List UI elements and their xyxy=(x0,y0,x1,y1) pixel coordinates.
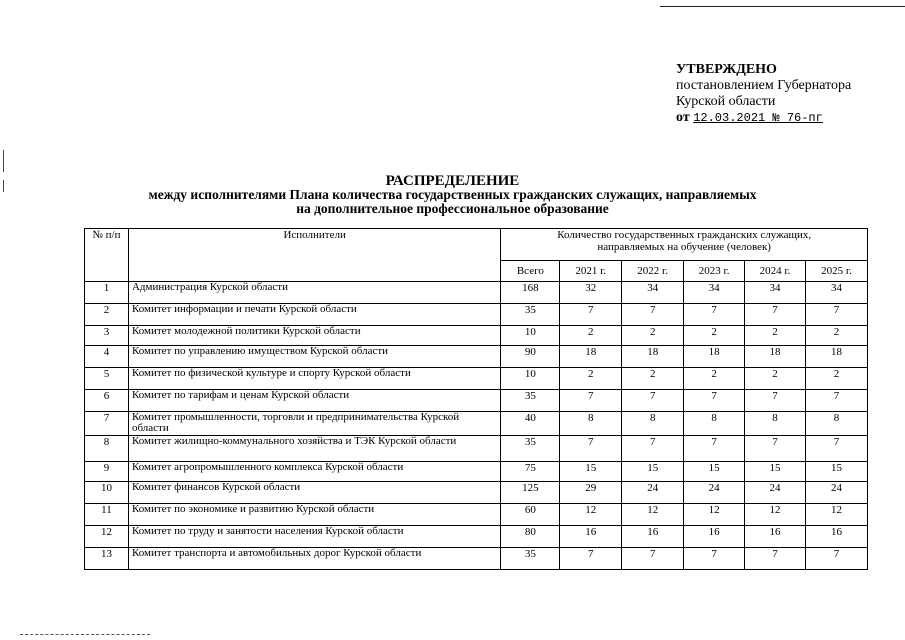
header-executors: Исполнители xyxy=(128,229,500,282)
executor-name: Комитет молодежной политики Курской области xyxy=(128,326,500,346)
count-cell: 40 xyxy=(501,412,560,436)
count-cell: 2 xyxy=(560,368,622,390)
approval-block xyxy=(676,62,851,126)
count-cell: 29 xyxy=(560,482,622,504)
count-cell: 24 xyxy=(745,482,806,504)
count-cell: 7 xyxy=(745,436,806,462)
table-row xyxy=(85,436,868,462)
count-cell: 7 xyxy=(745,548,806,570)
count-cell: 7 xyxy=(806,304,868,326)
row-number: 6 xyxy=(85,390,129,412)
count-cell: 12 xyxy=(622,504,684,526)
count-cell: 15 xyxy=(560,462,622,482)
table-row xyxy=(85,326,868,346)
executor-name: Администрация Курской области xyxy=(128,282,500,304)
count-cell: 2 xyxy=(745,368,806,390)
executor-name: Комитет жилищно-коммунального хозяйства и ТЭК Курской области xyxy=(128,436,500,462)
executor-name: Комитет транспорта и автомобильных дорог Курской области xyxy=(128,548,500,570)
table-row xyxy=(85,304,868,326)
executor-name: Комитет промышленности, торговли и предпринимательства Курской области xyxy=(128,412,500,436)
title-line2: между исполнителями Плана количества государственных гражданских служащих, направляемых xyxy=(148,187,757,202)
count-cell: 18 xyxy=(684,346,745,368)
approval-line1: постановлением Губернатора xyxy=(676,78,852,93)
table-row xyxy=(85,412,868,436)
count-cell: 34 xyxy=(806,282,868,304)
count-cell: 18 xyxy=(806,346,868,368)
count-cell: 32 xyxy=(560,282,622,304)
edge-mark xyxy=(3,150,4,172)
row-number: 9 xyxy=(85,462,129,482)
count-cell: 2 xyxy=(684,326,745,346)
approval-line2: Курской области xyxy=(676,94,776,109)
count-cell: 15 xyxy=(806,462,868,482)
count-cell: 75 xyxy=(501,462,560,482)
count-cell: 15 xyxy=(622,462,684,482)
bottom-rule xyxy=(20,634,150,636)
count-cell: 35 xyxy=(501,390,560,412)
table-row xyxy=(85,346,868,368)
count-cell: 2 xyxy=(806,368,868,390)
approval-heading: УТВЕРЖДЕНО xyxy=(676,62,777,77)
row-number: 12 xyxy=(85,526,129,548)
count-cell: 24 xyxy=(806,482,868,504)
count-cell: 15 xyxy=(745,462,806,482)
row-number: 2 xyxy=(85,304,129,326)
table-row xyxy=(85,504,868,526)
count-cell: 7 xyxy=(560,436,622,462)
count-cell: 7 xyxy=(684,304,745,326)
header-count: Количество государственных гражданских служащих, направляемых на обучение (человек) xyxy=(501,229,868,261)
top-rule xyxy=(660,6,905,7)
executor-name: Комитет агропромышленного комплекса Курской области xyxy=(128,462,500,482)
count-cell: 7 xyxy=(560,304,622,326)
count-cell: 2 xyxy=(806,326,868,346)
count-cell: 35 xyxy=(501,548,560,570)
count-cell: 35 xyxy=(501,304,560,326)
count-cell: 12 xyxy=(806,504,868,526)
executor-name: Комитет по экономике и развитию Курской области xyxy=(128,504,500,526)
title-line3: на дополнительное профессиональное образование xyxy=(296,201,609,216)
count-cell: 7 xyxy=(745,390,806,412)
executor-name: Комитет по труду и занятости населения Курской области xyxy=(128,526,500,548)
header-year: 2021 г. xyxy=(560,261,622,282)
table-row xyxy=(85,368,868,390)
count-cell: 12 xyxy=(684,504,745,526)
approval-from: от xyxy=(676,110,690,125)
count-cell: 16 xyxy=(560,526,622,548)
count-cell: 7 xyxy=(806,390,868,412)
count-cell: 15 xyxy=(684,462,745,482)
count-cell: 80 xyxy=(501,526,560,548)
approval-date-value: 12.03.2021 xyxy=(693,111,766,125)
count-cell: 24 xyxy=(684,482,745,504)
count-cell: 7 xyxy=(684,548,745,570)
count-cell: 34 xyxy=(622,282,684,304)
count-cell: 8 xyxy=(560,412,622,436)
title-main: РАСПРЕДЕЛЕНИЕ xyxy=(385,173,520,189)
count-cell: 10 xyxy=(501,368,560,390)
row-number: 3 xyxy=(85,326,129,346)
row-number: 7 xyxy=(85,412,129,436)
distribution-table xyxy=(84,228,868,570)
count-cell: 18 xyxy=(745,346,806,368)
row-number: 13 xyxy=(85,548,129,570)
count-cell: 7 xyxy=(622,390,684,412)
executor-name: Комитет информации и печати Курской области xyxy=(128,304,500,326)
count-cell: 16 xyxy=(684,526,745,548)
header-year: 2023 г. xyxy=(684,261,745,282)
count-cell: 7 xyxy=(806,436,868,462)
table-row xyxy=(85,282,868,304)
count-cell: 2 xyxy=(684,368,745,390)
count-cell: 16 xyxy=(622,526,684,548)
count-cell: 12 xyxy=(560,504,622,526)
approval-number: № 76-пг xyxy=(772,111,823,125)
count-cell: 60 xyxy=(501,504,560,526)
count-cell: 7 xyxy=(622,304,684,326)
count-cell: 7 xyxy=(622,548,684,570)
count-cell: 2 xyxy=(622,368,684,390)
header-year: 2024 г. xyxy=(745,261,806,282)
executor-name: Комитет финансов Курской области xyxy=(128,482,500,504)
count-cell: 2 xyxy=(745,326,806,346)
count-cell: 8 xyxy=(806,412,868,436)
count-cell: 90 xyxy=(501,346,560,368)
count-cell: 7 xyxy=(806,548,868,570)
row-number: 4 xyxy=(85,346,129,368)
executor-name: Комитет по управлению имуществом Курской области xyxy=(128,346,500,368)
count-cell: 12 xyxy=(745,504,806,526)
header-num: № п/п xyxy=(85,229,129,282)
count-cell: 8 xyxy=(622,412,684,436)
row-number: 5 xyxy=(85,368,129,390)
table-row xyxy=(85,526,868,548)
document-title xyxy=(0,174,905,216)
executor-name: Комитет по физической культуре и спорту Курской области xyxy=(128,368,500,390)
table-row xyxy=(85,548,868,570)
table-row xyxy=(85,462,868,482)
approval-date xyxy=(693,111,845,125)
count-cell: 35 xyxy=(501,436,560,462)
count-cell: 18 xyxy=(560,346,622,368)
count-cell: 125 xyxy=(501,482,560,504)
approval-date-line xyxy=(676,110,851,126)
header-year: Всего xyxy=(501,261,560,282)
row-number: 11 xyxy=(85,504,129,526)
count-cell: 7 xyxy=(622,436,684,462)
header-year: 2022 г. xyxy=(622,261,684,282)
count-cell: 7 xyxy=(684,436,745,462)
executor-name: Комитет по тарифам и ценам Курской области xyxy=(128,390,500,412)
count-cell: 2 xyxy=(622,326,684,346)
count-cell: 168 xyxy=(501,282,560,304)
count-cell: 34 xyxy=(745,282,806,304)
row-number: 10 xyxy=(85,482,129,504)
count-cell: 7 xyxy=(745,304,806,326)
count-cell: 7 xyxy=(684,390,745,412)
table-row xyxy=(85,390,868,412)
count-cell: 24 xyxy=(622,482,684,504)
header-year: 2025 г. xyxy=(806,261,868,282)
count-cell: 7 xyxy=(560,548,622,570)
count-cell: 16 xyxy=(745,526,806,548)
count-cell: 34 xyxy=(684,282,745,304)
row-number: 8 xyxy=(85,436,129,462)
count-cell: 18 xyxy=(622,346,684,368)
count-cell: 10 xyxy=(501,326,560,346)
count-cell: 16 xyxy=(806,526,868,548)
count-cell: 2 xyxy=(560,326,622,346)
table-row xyxy=(85,482,868,504)
row-number: 1 xyxy=(85,282,129,304)
count-cell: 8 xyxy=(745,412,806,436)
count-cell: 8 xyxy=(684,412,745,436)
count-cell: 7 xyxy=(560,390,622,412)
